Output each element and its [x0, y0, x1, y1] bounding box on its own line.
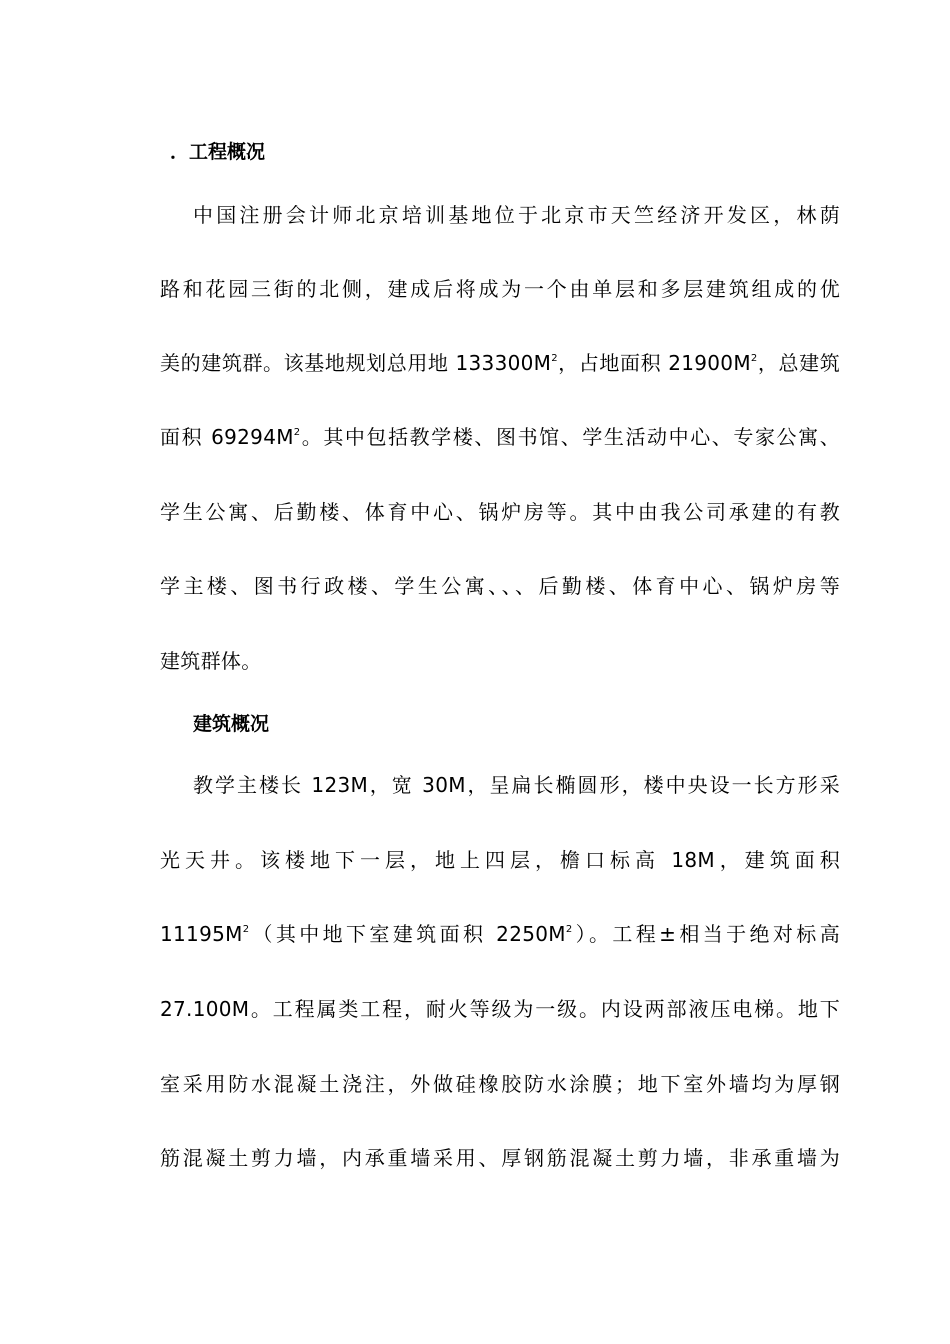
- paragraph-line: 美的建筑群。该基地规划总用地 $133300M^2$，占地面积 $21900M^2$，总建筑: [160, 351, 841, 375]
- paragraph-line: 光天井。该楼地下一层，地上四层，檐口标高 18M，建筑面积: [160, 848, 840, 872]
- section-heading-building-overview: 建筑概况: [193, 713, 270, 735]
- paragraph-line: 教学主楼长 123M，宽 30M，呈扁长椭圆形，楼中央设一长方形采: [193, 773, 840, 797]
- paragraph-line: 筋混凝土剪力墙，内承重墙采用、厚钢筋混凝土剪力墙，非承重墙为: [160, 1146, 840, 1170]
- paragraph-line: 面积 $69294M^2$。其中包括教学楼、图书馆、学生活动中心、专家公寓、: [160, 425, 841, 449]
- paragraph-line: 27.100M。工程属类工程，耐火等级为一级。内设两部液压电梯。地下: [160, 997, 840, 1021]
- paragraph-line: $11195M^2$（其中地下室建筑面积 $2250M^2$）。工程±相当于绝对标高: [160, 922, 841, 946]
- paragraph-line: 室采用防水混凝土浇注，外做硅橡胶防水涂膜；地下室外墙均为厚钢: [160, 1072, 840, 1096]
- paragraph-line: 建筑群体。: [160, 649, 262, 673]
- paragraph-line: 学生公寓、后勤楼、体育中心、锅炉房等。其中由我公司承建的有教: [160, 500, 840, 524]
- paragraph-line: 学主楼、图书行政楼、学生公寓、、、后勤楼、体育中心、锅炉房等: [160, 574, 840, 598]
- paragraph-line: 中国注册会计师北京培训基地位于北京市天竺经济开发区，林荫: [193, 203, 840, 227]
- section-heading-project-overview: ．工程概况: [170, 141, 266, 163]
- paragraph-line: 路和花园三街的北侧，建成后将成为一个由单层和多层建筑组成的优: [160, 277, 840, 301]
